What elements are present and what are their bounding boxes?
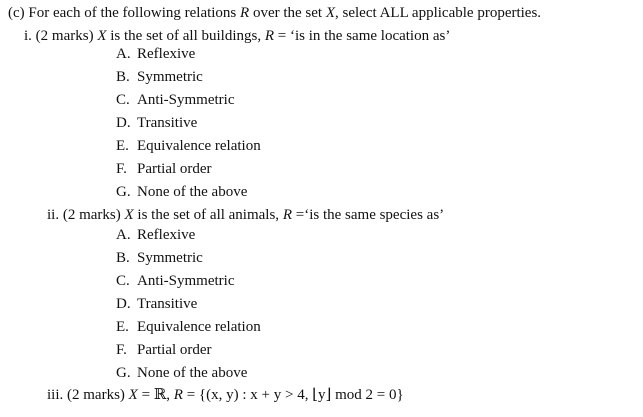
- part-instruction-mid: over the set: [252, 5, 323, 21]
- question-number: ii.: [47, 207, 60, 223]
- option-letter: F.: [116, 161, 127, 177]
- option-label: Reflexive: [137, 227, 196, 243]
- option-label: Anti-Symmetric: [137, 273, 235, 289]
- question-set-eq: = ℝ,: [141, 387, 171, 403]
- part-relation-symbol: R: [240, 5, 250, 21]
- option-letter: F.: [116, 342, 127, 358]
- question-relation-def: = {(x, y) : x + y > 4, ⌊y⌋ mod 2 = 0}: [186, 387, 404, 403]
- option-letter: C.: [116, 273, 130, 289]
- question-number: i.: [24, 28, 32, 44]
- option-i-f[interactable]: [116, 160, 212, 178]
- option-letter: G.: [116, 365, 131, 381]
- option-label: Symmetric: [137, 250, 203, 266]
- option-i-c[interactable]: [116, 91, 235, 109]
- option-ii-e[interactable]: [116, 318, 261, 336]
- question-set-desc: is the set of all buildings,: [110, 28, 262, 44]
- question-marks: (2 marks): [35, 28, 94, 44]
- option-letter: D.: [116, 296, 131, 312]
- question-relation-desc: ‘is in the same location as’: [289, 28, 451, 44]
- part-instruction-pre: For each of the following relations: [28, 5, 237, 21]
- question-i-header: [24, 27, 450, 45]
- option-letter: A.: [116, 46, 131, 62]
- part-marker: (c): [8, 5, 25, 21]
- option-label: Anti-Symmetric: [137, 92, 235, 108]
- option-i-b[interactable]: [116, 68, 203, 86]
- question-set-symbol: X: [124, 207, 134, 223]
- question-marks: (2 marks): [62, 207, 121, 223]
- part-set-symbol: X: [325, 5, 336, 21]
- option-i-a[interactable]: [116, 45, 195, 63]
- option-i-e[interactable]: [116, 137, 261, 155]
- option-letter: E.: [116, 319, 129, 335]
- option-ii-b[interactable]: [116, 249, 203, 267]
- option-ii-c[interactable]: [116, 272, 235, 290]
- option-letter: B.: [116, 250, 130, 266]
- question-number: iii.: [47, 387, 64, 403]
- option-label: Reflexive: [137, 46, 196, 62]
- option-ii-a[interactable]: [116, 226, 195, 244]
- question-relation-symbol: R: [282, 207, 292, 223]
- option-letter: E.: [116, 138, 129, 154]
- option-label: None of the above: [137, 365, 248, 381]
- option-letter: G.: [116, 184, 131, 200]
- question-marks: (2 marks): [67, 387, 125, 403]
- option-letter: A.: [116, 227, 131, 243]
- question-iii-header: [47, 386, 404, 404]
- option-letter: C.: [116, 92, 130, 108]
- option-label: None of the above: [137, 184, 248, 200]
- option-ii-g[interactable]: [116, 364, 247, 382]
- option-label: Symmetric: [137, 69, 203, 85]
- question-set-symbol: X: [97, 28, 107, 44]
- question-eq: =: [277, 28, 287, 44]
- question-relation-symbol: R: [264, 28, 274, 44]
- option-label: Partial order: [137, 342, 212, 358]
- question-relation-symbol: R: [173, 387, 183, 403]
- option-label: Equivalence relation: [137, 319, 261, 335]
- option-letter: D.: [116, 115, 131, 131]
- option-label: Transitive: [137, 115, 198, 131]
- option-ii-f[interactable]: [116, 341, 212, 359]
- option-ii-d[interactable]: [116, 295, 197, 313]
- option-letter: B.: [116, 69, 130, 85]
- question-set-symbol: X: [128, 387, 138, 403]
- part-header: [8, 4, 541, 22]
- question-eq: =: [295, 207, 305, 223]
- question-ii-header: [47, 206, 444, 224]
- question-relation-desc: ‘is the same species as’: [304, 207, 445, 223]
- option-label: Partial order: [137, 161, 212, 177]
- question-set-desc: is the set of all animals,: [137, 207, 280, 223]
- part-instruction-post: , select ALL applicable properties.: [335, 5, 542, 21]
- option-label: Transitive: [137, 296, 198, 312]
- option-label: Equivalence relation: [137, 138, 261, 154]
- option-i-d[interactable]: [116, 114, 197, 132]
- option-i-g[interactable]: [116, 183, 247, 201]
